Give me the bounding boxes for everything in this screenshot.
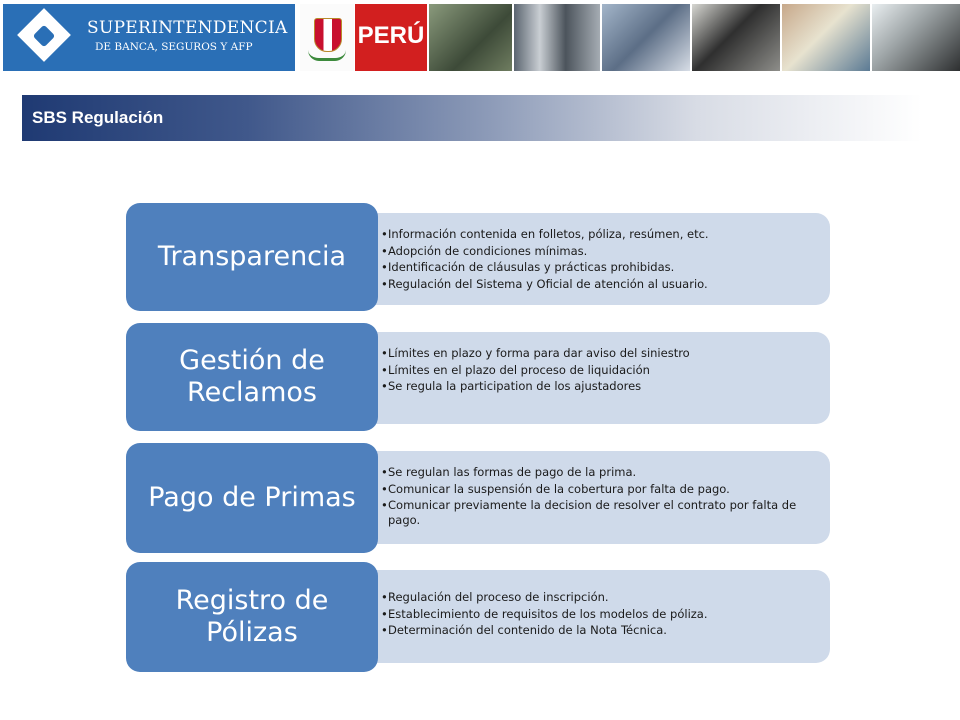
regulation-block-polizas [126, 562, 830, 672]
peru-brand [355, 4, 427, 71]
peru-coat-of-arms-icon [300, 4, 354, 71]
bullet-item: • Comunicar la suspensión de la cobertura por falta de pago. [382, 482, 820, 497]
bullet-item: • Identificación de cláusulas y prácticas prohibidas. [382, 260, 820, 275]
photo-cash-exchange [782, 4, 870, 71]
bullet-item: • Determinación del contenido de la Nota Técnica. [382, 623, 820, 638]
block-heading-tile [126, 443, 378, 553]
bullet-list [382, 465, 820, 530]
bullet-item: • Límites en el plazo del proceso de liquidación [382, 363, 820, 378]
block-heading: Gestión de Reclamos [179, 344, 325, 408]
photo-credit-cards [429, 4, 512, 71]
bullet-item: • Se regulan las formas de pago de la prima. [382, 465, 820, 480]
bullet-item: • Límites en plazo y forma para dar aviso del siniestro [382, 346, 820, 361]
photo-card-terminal [872, 4, 960, 71]
bullet-list [382, 346, 820, 396]
bullet-panel [358, 213, 830, 305]
peru-label: PERÚ [357, 22, 425, 49]
photo-businessman [692, 4, 780, 71]
block-heading-tile [126, 562, 378, 672]
bullet-item: • Información contenida en folletos, póliza, resúmen, etc. [382, 227, 820, 242]
header-banner [0, 0, 960, 75]
bullet-list [382, 590, 820, 640]
bullet-panel [358, 332, 830, 424]
page-title: SBS Regulación [32, 108, 164, 127]
bullet-list [382, 227, 820, 293]
bullet-item: • Regulación del proceso de inscripción. [382, 590, 820, 605]
photo-building [514, 4, 600, 71]
section-title-bar [22, 95, 922, 141]
sbs-logo [3, 4, 295, 71]
bullet-item: • Establecimiento de requisitos de los modelos de póliza. [382, 607, 820, 622]
logo-name: SUPERINTENDENCIA [87, 18, 288, 38]
bullet-panel [358, 451, 830, 544]
bullet-panel [358, 570, 830, 663]
bullet-item: • Se regula la participation de los ajustadores [382, 379, 820, 394]
bullet-item: • Comunicar previamente la decision de resolver el contrato por falta de pago. [382, 498, 820, 528]
block-heading: Transparencia [157, 240, 347, 272]
regulation-block-primas [126, 443, 830, 553]
logo-subtitle: DE BANCA, SEGUROS Y AFP [95, 41, 253, 53]
bullet-item: • Adopción de condiciones mínimas. [382, 244, 820, 259]
regulation-block-transparencia [126, 203, 830, 311]
bullet-item: • Regulación del Sistema y Oficial de atención al usuario. [382, 277, 820, 292]
block-heading-tile [126, 203, 378, 311]
photo-keyboard [602, 4, 690, 71]
regulation-block-reclamos [126, 323, 830, 431]
block-heading: Registro de Pólizas [175, 584, 329, 648]
block-heading-tile [126, 323, 378, 431]
block-heading: Pago de Primas [148, 481, 356, 513]
